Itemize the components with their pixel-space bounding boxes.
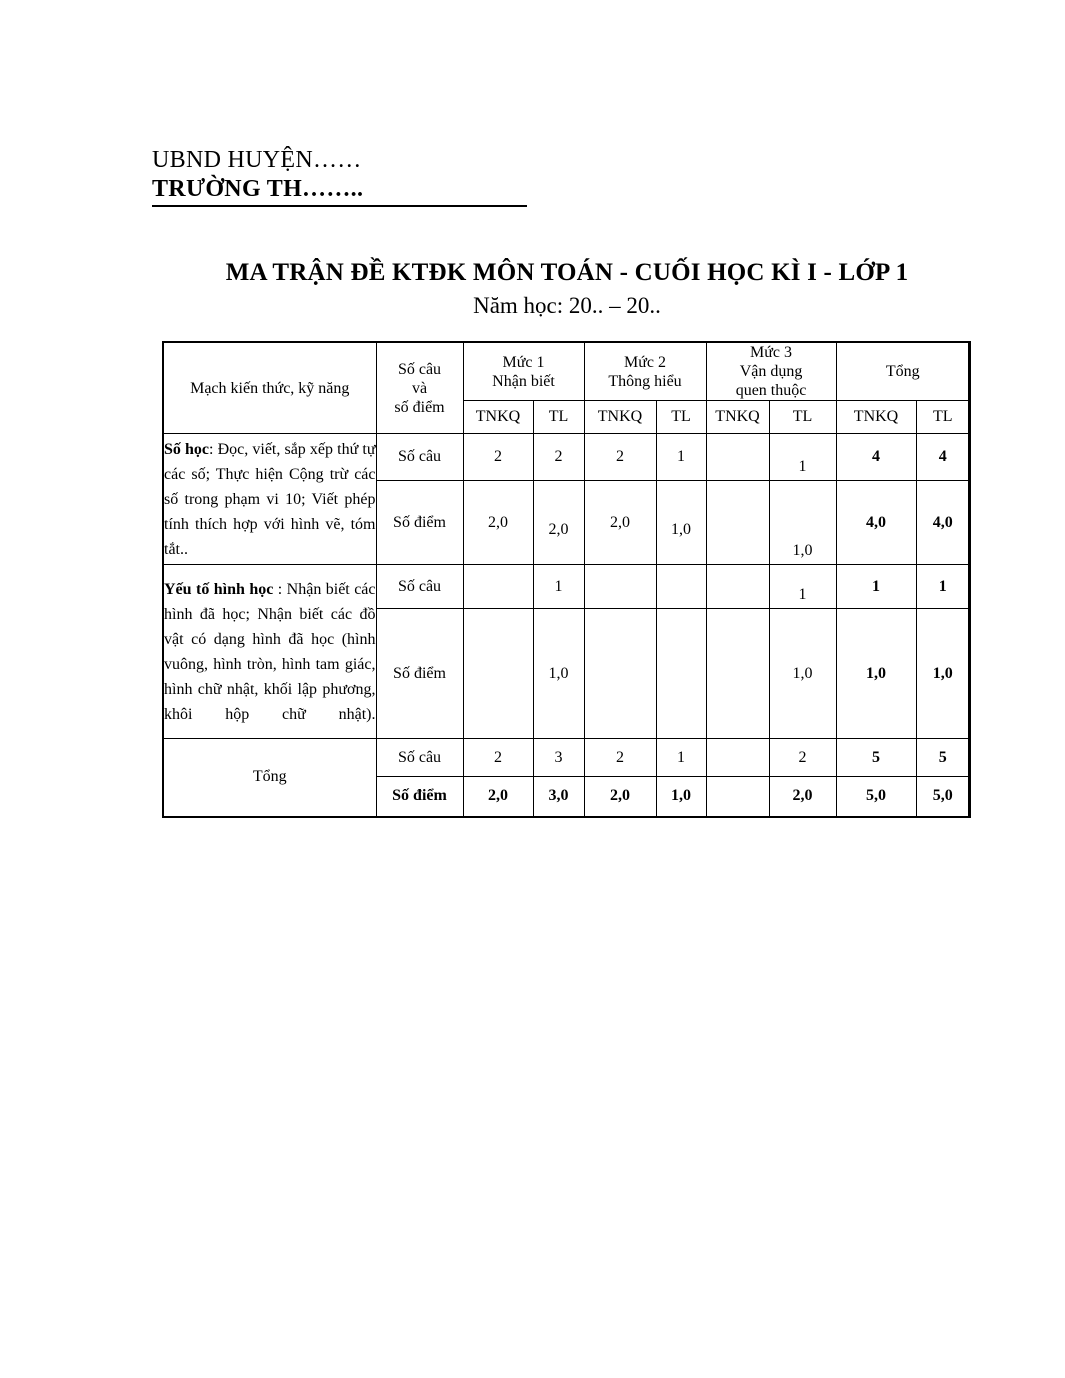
table-row xyxy=(163,739,970,777)
stream-cell-2 xyxy=(163,565,376,739)
header-count-points-line-3: số điểm xyxy=(394,398,445,416)
cell-r2-socau-m1-tl: 1 xyxy=(533,565,584,609)
header-m1-tnkq: TNKQ xyxy=(463,401,533,434)
cell-r1-sodiem-m2-tl: 1,0 xyxy=(656,481,706,565)
page-subtitle: Năm học: 20.. – 20.. xyxy=(473,293,661,318)
header-count-points-line-2: và xyxy=(411,379,428,397)
cell-r1-socau-m1-tl: 2 xyxy=(533,434,584,481)
cell-r2-sodiem-tong-tnkq: 1,0 xyxy=(836,609,916,739)
header-level-3-line3: quen thuộc xyxy=(735,382,807,399)
header-count-points-line-1: Số câu xyxy=(397,360,442,378)
stream-title-2: Yếu tố hình học xyxy=(164,580,274,598)
cell-r2-socau-m2-tnkq xyxy=(584,565,656,609)
cell-r2-sodiem-m1-tnkq xyxy=(463,609,533,739)
letterhead-rule xyxy=(152,205,527,207)
cell-total-sodiem-tong-tl: 5,0 xyxy=(916,777,970,817)
header-level-3-line1: Mức 3 xyxy=(750,344,793,361)
cell-r1-socau-m2-tl: 1 xyxy=(656,434,706,481)
stream-cell-1 xyxy=(163,434,376,565)
cell-r2-socau-tong-tnkq: 1 xyxy=(836,565,916,609)
cell-total-socau-m3-tl: 2 xyxy=(769,739,836,777)
header-total: Tổng xyxy=(836,342,970,401)
total-row-label: Tổng xyxy=(163,739,376,817)
row-label-so-diem-total: Số điểm xyxy=(376,777,463,817)
cell-r1-sodiem-m1-tl: 2,0 xyxy=(533,481,584,565)
cell-total-sodiem-m2-tnkq: 2,0 xyxy=(584,777,656,817)
cell-total-sodiem-m1-tl: 3,0 xyxy=(533,777,584,817)
cell-r2-sodiem-m2-tnkq xyxy=(584,609,656,739)
cell-r1-sodiem-m3-tnkq xyxy=(706,481,769,565)
stream-body-2: : Nhận biết các hình đã học; Nhận biết các đồ vật có dạng hình đã học (hình vuông, hình tròn, hình tam giác, hình chữ nhật, khối lập phương, khôi hộp chữ nhật). xyxy=(164,580,376,723)
cell-r2-sodiem-m3-tnkq xyxy=(706,609,769,739)
cell-r1-sodiem-m1-tnkq: 2,0 xyxy=(463,481,533,565)
page-title: MA TRẬN ĐỀ KTĐK MÔN TOÁN - CUỐI HỌC KÌ I - LỚP 1 xyxy=(225,259,909,286)
cell-r1-sodiem-m3-tl: 1,0 xyxy=(769,481,836,565)
cell-r2-socau-m2-tl xyxy=(656,565,706,609)
matrix-header xyxy=(163,342,970,434)
header-level-2 xyxy=(584,342,706,401)
cell-r2-socau-m1-tnkq xyxy=(463,565,533,609)
cell-r1-sodiem-tong-tnkq: 4,0 xyxy=(836,481,916,565)
cell-total-sodiem-m2-tl: 1,0 xyxy=(656,777,706,817)
cell-total-socau-tong-tl: 5 xyxy=(916,739,970,777)
cell-r1-sodiem-tong-tl: 4,0 xyxy=(916,481,970,565)
letterhead xyxy=(152,146,572,207)
cell-r2-sodiem-m1-tl: 1,0 xyxy=(533,609,584,739)
header-total-tl: TL xyxy=(916,401,970,434)
cell-total-sodiem-m3-tl: 2,0 xyxy=(769,777,836,817)
cell-total-socau-m1-tnkq: 2 xyxy=(463,739,533,777)
header-level-1-line2: Nhận biết xyxy=(492,372,555,390)
header-m3-tl: TL xyxy=(769,401,836,434)
cell-r1-sodiem-m2-tnkq: 2,0 xyxy=(584,481,656,565)
row-label-so-cau-1: Số câu xyxy=(376,434,463,481)
school-name: TRƯỜNG TH…….. xyxy=(152,176,364,202)
header-m3-tnkq: TNKQ xyxy=(706,401,769,434)
matrix-table-container xyxy=(162,341,969,818)
header-count-points xyxy=(376,342,463,434)
header-level-1 xyxy=(463,342,584,401)
cell-r1-socau-m2-tnkq: 2 xyxy=(584,434,656,481)
cell-total-sodiem-tong-tnkq: 5,0 xyxy=(836,777,916,817)
cell-r1-socau-m1-tnkq: 2 xyxy=(463,434,533,481)
row-label-so-diem-2: Số điểm xyxy=(376,609,463,739)
cell-r1-socau-m3-tl: 1 xyxy=(769,434,836,481)
table-row xyxy=(163,565,970,609)
cell-r1-socau-m3-tnkq xyxy=(706,434,769,481)
cell-r1-socau-tong-tl: 4 xyxy=(916,434,970,481)
cell-total-socau-m2-tl: 1 xyxy=(656,739,706,777)
cell-total-socau-m2-tnkq: 2 xyxy=(584,739,656,777)
matrix-table xyxy=(162,341,971,818)
cell-r1-socau-tong-tnkq: 4 xyxy=(836,434,916,481)
header-m1-tl: TL xyxy=(533,401,584,434)
cell-total-socau-m1-tl: 3 xyxy=(533,739,584,777)
header-stream: Mạch kiến thức, kỹ năng xyxy=(163,342,376,434)
header-level-2-line2: Thông hiểu xyxy=(608,372,682,390)
matrix-body xyxy=(163,434,970,817)
header-row-levels xyxy=(163,342,970,401)
cell-total-socau-tong-tnkq: 5 xyxy=(836,739,916,777)
header-m2-tnkq: TNKQ xyxy=(584,401,656,434)
row-label-so-diem-1: Số điểm xyxy=(376,481,463,565)
cell-r2-sodiem-m2-tl xyxy=(656,609,706,739)
row-label-so-cau-2: Số câu xyxy=(376,565,463,609)
header-total-tnkq: TNKQ xyxy=(836,401,916,434)
header-level-3-line2: Vận dụng xyxy=(739,363,803,380)
cell-r2-sodiem-tong-tl: 1,0 xyxy=(916,609,970,739)
cell-r2-sodiem-m3-tl: 1,0 xyxy=(769,609,836,739)
cell-total-sodiem-m3-tnkq xyxy=(706,777,769,817)
row-label-so-cau-total: Số câu xyxy=(376,739,463,777)
cell-r2-socau-tong-tl: 1 xyxy=(916,565,970,609)
cell-r2-socau-m3-tl: 1 xyxy=(769,565,836,609)
authority-name: UBND HUYỆN…… xyxy=(152,147,362,173)
stream-title-1: Số học xyxy=(164,440,210,458)
cell-total-socau-m3-tnkq xyxy=(706,739,769,777)
stream-body-1: : Đọc, viết, sắp xếp thứ tự các số; Thực hiện Cộng trừ các số trong phạm vi 10; Viết phép tính thích hợp với hình vẽ, tóm tắt.. xyxy=(164,440,376,558)
header-level-3 xyxy=(706,342,836,401)
header-m2-tl: TL xyxy=(656,401,706,434)
table-row xyxy=(163,434,970,481)
header-level-1-line1: Mức 1 xyxy=(502,353,545,371)
cell-total-sodiem-m1-tnkq: 2,0 xyxy=(463,777,533,817)
header-level-2-line1: Mức 2 xyxy=(624,353,666,371)
title-block xyxy=(162,258,972,321)
cell-r2-socau-m3-tnkq xyxy=(706,565,769,609)
